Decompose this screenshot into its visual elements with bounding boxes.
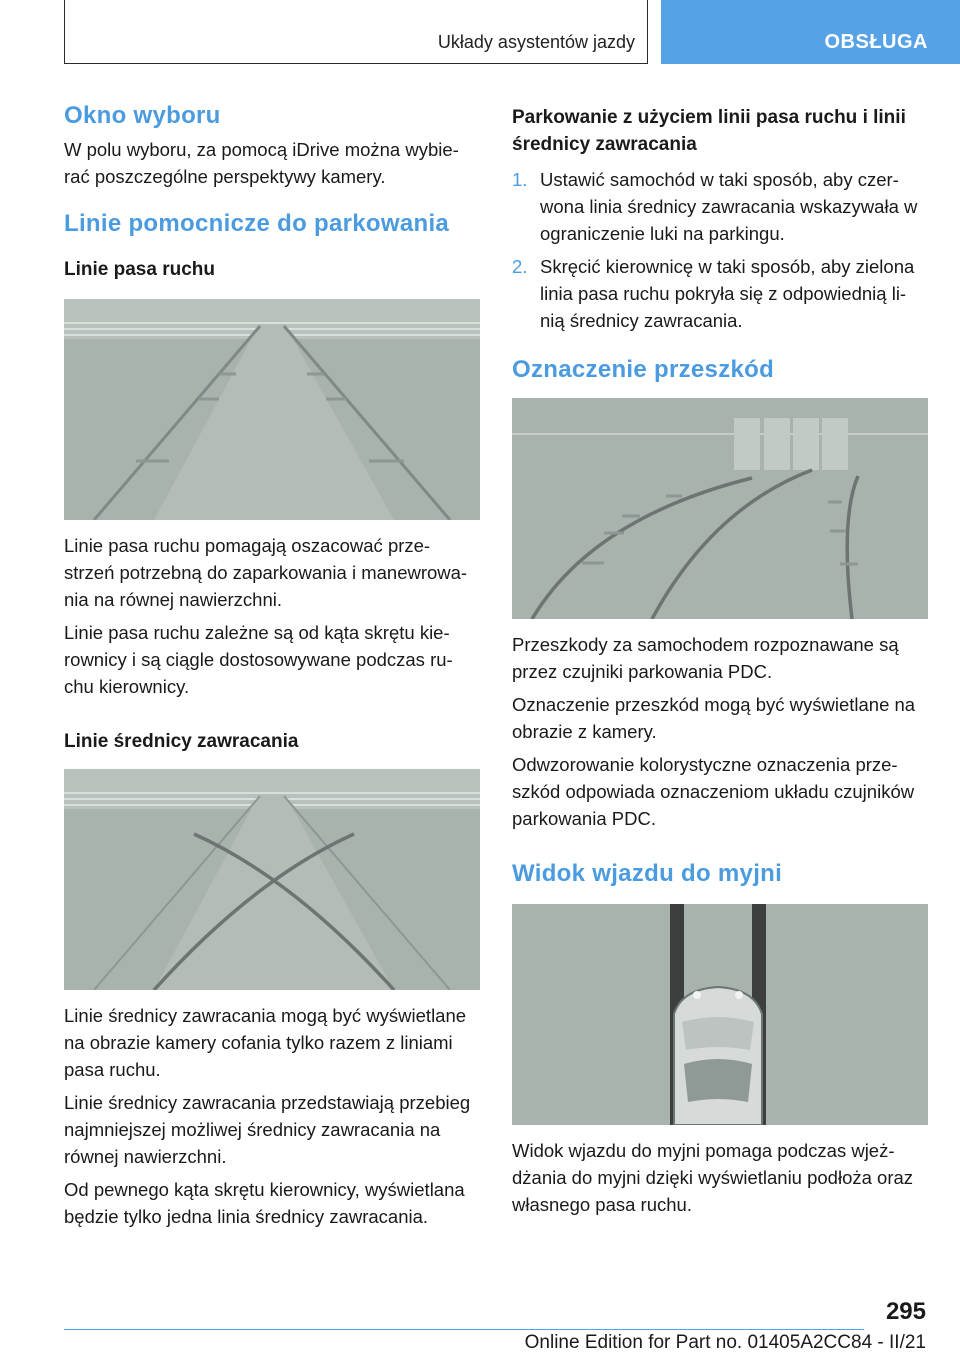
- obstacle-heading: Oznaczenie przeszkód: [512, 356, 775, 383]
- obstacle-text-1: Przeszkody za samochodem rozpoznawane są przez czujniki parkowania PDC.: [512, 634, 899, 682]
- lane-heading: Linie pasa ruchu: [64, 259, 215, 280]
- turning-circle-figure: [64, 769, 480, 990]
- header-section-box: [64, 0, 648, 64]
- step-item: [512, 253, 928, 334]
- lane-text-1: Linie pasa ruchu pomagają oszacować prze-strzeń potrzebną do zaparkowania i manewrowa-nia na równej nawierzchni.: [64, 535, 468, 610]
- step-text: Ustawić samochód w taki sposób, aby czer-wona linia średnicy zawracania wskazywała w ograniczenie luki na parkingu.: [540, 169, 918, 244]
- page-number: 295: [885, 1298, 926, 1325]
- lane-text-2: Linie pasa ruchu zależne są od kąta skrętu kie-rownicy i są ciągle dostosowywane podczas ru-chu kierownicy.: [64, 622, 453, 697]
- step-number: 1.: [512, 169, 528, 190]
- obstacle-marking-figure: [512, 398, 928, 619]
- right-column: [512, 102, 928, 1224]
- obstacle-text-3: Odwzorowanie kolorystyczne oznaczenia prze-szkód odpowiada oznaczeniom układu czujników parkowania PDC.: [512, 754, 915, 829]
- turn-text-2: Linie średnicy zawracania przedstawiają przebieg najmniejszej możliwej średnicy zawracania na równej nawierzchni.: [64, 1092, 471, 1167]
- footer-edition-text: Online Edition for Part no. 01405A2CC84 - II/21: [524, 1332, 926, 1353]
- steps-list: [512, 166, 928, 334]
- header-tab-label: OBSŁUGA: [824, 31, 928, 53]
- carwash-heading: Widok wjazdu do myjni: [512, 860, 783, 887]
- turn-heading: Linie średnicy zawracania: [64, 731, 299, 752]
- header-tab: [661, 0, 960, 64]
- lane-lines-figure: [64, 299, 480, 520]
- step-text: Skręcić kierownicę w taki sposób, aby zielona linia pasa ruchu pokryła się z odpowiednią li-nią średnicy zawracania.: [540, 256, 915, 331]
- parking-heading: Linie pomocnicze do parkowania: [64, 210, 450, 237]
- left-column: [64, 102, 480, 1236]
- header-section-title: Układy asystentów jazdy: [437, 32, 635, 52]
- combined-heading: Parkowanie z użyciem linii pasa ruchu i linii średnicy zawracania: [512, 107, 906, 155]
- selection-text: W polu wyboru, za pomocą iDrive można wybie-rać poszczególne perspektywy kamery.: [64, 139, 459, 187]
- turn-text-1: Linie średnicy zawracania mogą być wyświetlane na obrazie kamery cofania tylko razem z liniami pasa ruchu.: [64, 1005, 467, 1080]
- carwash-view-figure: [512, 904, 928, 1125]
- turn-text-3: Od pewnego kąta skrętu kierownicy, wyświetlana będzie tylko jedna linia średnicy zawracania.: [64, 1179, 465, 1227]
- step-number: 2.: [512, 256, 528, 277]
- selection-heading: Okno wyboru: [64, 102, 221, 129]
- footer-divider: [64, 1329, 864, 1330]
- step-item: [512, 166, 928, 247]
- carwash-text-1: Widok wjazdu do myjni pomaga podczas wjeż-dżania do myjni dzięki wyświetlaniu podłoża oraz własnego pasa ruchu.: [512, 1140, 914, 1215]
- obstacle-text-2: Oznaczenie przeszkód mogą być wyświetlane na obrazie z kamery.: [512, 694, 916, 742]
